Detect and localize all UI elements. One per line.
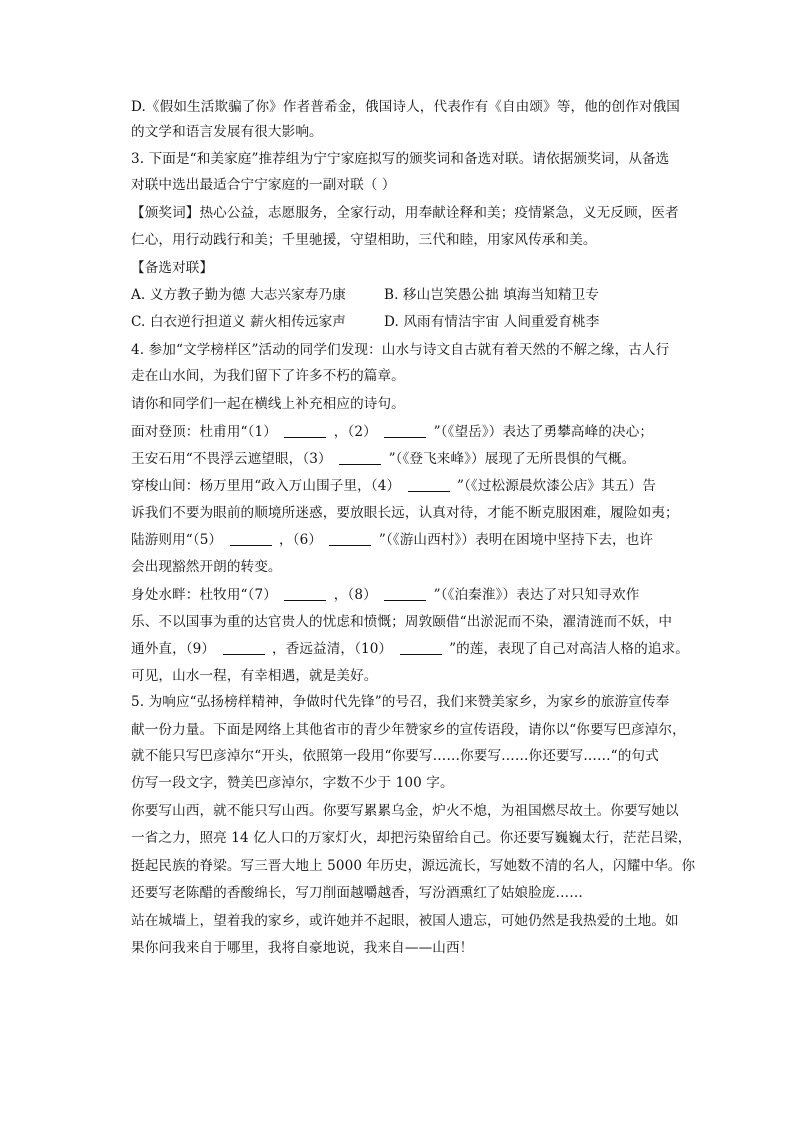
award-speech-cont: 仁心，用行动践行和美；千里驰援，守望相助，三代和睦，用家风传承和美。 [131, 232, 597, 248]
sample-paragraph: 还要写老陈醋的香酸绵长，写刀削面越嚼越香，写汾酒熏红了姑娘脸庞…… [131, 885, 583, 901]
fill-line-5: 身处水畔：杜牧用“（7） ，（8） ”（《泊秦淮》）表达了对只知寻欢作 [131, 587, 640, 603]
sample-paragraph: 果你问我来自于哪里，我将自豪地说，我来自——山西！ [131, 940, 474, 956]
question-4-stem-cont: 走在山水间，为我们留下了许多不朽的篇章。 [131, 368, 405, 384]
option-a: A. 义方教子勤为德 大志兴家寿乃康 [131, 287, 346, 303]
blank-5[interactable] [230, 531, 272, 546]
text-line: 乐、不以国事为重的达官贵人的忧虑和愤慨；周敦颐借“出淤泥而不染，濯清涟而不妖，中 [131, 614, 673, 630]
question-5-stem-cont: 就不能只写巴彦淖尔“开头，依照第一段用“你要写……你要写……你还要写……“的句式 [131, 748, 659, 764]
option-row-ab [131, 285, 600, 305]
question-3-stem-cont: 对联中选出最适合宁宁家庭的一副对联（ ） [131, 177, 396, 193]
question-5-stem: 5. 为响应“弘扬榜样精神，争做时代先锋”的号召，我们来赞美家乡，为家乡的旅游宣传奉 [131, 694, 670, 710]
text-line: 的文学和语言发展有很大影响。 [131, 124, 323, 140]
blank-3[interactable] [339, 450, 381, 465]
fill-line-1: 面对登顶：杜甫用“（1） ，（2） ”（《望岳》）表达了勇攀高峰的决心； [131, 424, 654, 440]
sample-paragraph: 站在城墙上，望着我的家乡，或许她并不起眼，被国人遗忘，可她仍然是我热爱的土地。如 [131, 913, 679, 929]
blank-2[interactable] [384, 423, 426, 438]
blank-8[interactable] [384, 586, 426, 601]
blank-7[interactable] [284, 586, 326, 601]
question-4-stem: 4. 参加“文学榜样区”活动的同学们发现：山水与诗文自古就有着天然的不解之缘，古人行 [131, 342, 670, 358]
fill-line-3: 穿梭山间：杨万里用“政入万山围子里，（4） ”（《过松源晨炊漆公店》其五）告 [131, 478, 656, 494]
text-line: D.《假如生活欺骗了你》作者普希金，俄国诗人，代表作有《自由颂》等，他的创作对俄国 [131, 99, 680, 115]
sample-paragraph: 一省之力，照亮 14 亿人口的万家灯火，却把污染留给自己。你还要写巍巍太行，茫茫吕梁， [131, 830, 692, 846]
award-speech: 【颁奖词】热心公益，志愿服务，全家行动，用奉献诠释和美；疫情紧急，义无反顾，医者 [131, 205, 679, 221]
question-5-stem-cont: 仿写一段文字，赞美巴彦淖尔，字数不少于 100 字。 [131, 775, 454, 791]
text-line: 可见，山水一程，有幸相遇，就是美好。 [131, 668, 378, 684]
question-5-stem-cont: 献一份力量。下面是网络上其他省市的青少年赞家乡的宣传语段，请你以“你要写巴彦淖尔， [131, 722, 686, 738]
fill-line-6: 通外直，（9） ，香远益清，（10） ”的莲，表现了自己对高洁人格的追求。 [131, 641, 689, 657]
blank-6[interactable] [329, 531, 371, 546]
couplet-heading: 【备选对联】 [131, 260, 214, 276]
fill-line-2: 王安石用“不畏浮云遮望眼，（3） ”（《登飞来峰》）展现了无所畏惧的气概。 [131, 451, 636, 467]
question-3-stem: 3. 下面是“和美家庭”推荐组为宁宁家庭拟写的颁奖词和备选对联。请依据颁奖词，从备选 [131, 151, 670, 167]
blank-4[interactable] [408, 477, 450, 492]
sample-paragraph: 你要写山西，就不能只写山西。你要写累累乌金，炉火不熄，为祖国燃尽故土。你要写她以 [131, 803, 679, 819]
fill-line-4: 陆游则用“（5） ，（6） ”（《游山西村》）表明在困境中坚持下去，也许 [131, 532, 654, 548]
option-c: C. 白衣逆行担道义 薪火相传远家声 [131, 314, 346, 330]
question-4-instruction: 请你和同学们一起在横线上补充相应的诗句。 [131, 396, 405, 412]
blank-1[interactable] [284, 423, 326, 438]
text-line: 诉我们不要为眼前的顺境所迷惑，要放眼长远，认真对待，才能不断克服困难，履险如夷； [131, 505, 679, 521]
blank-9[interactable] [223, 640, 265, 655]
blank-10[interactable] [400, 640, 442, 655]
sample-paragraph: 挺起民族的脊梁。写三晋大地上 5000 年历史，源远流长，写她数不清的名人，闪耀中华。你 [131, 858, 696, 874]
option-b: B. 移山岂笑愚公拙 填海当知精卫专 [384, 287, 600, 303]
option-row-cd [131, 312, 600, 332]
text-line: 会出现豁然开朗的转变。 [131, 559, 282, 575]
option-d: D. 风雨有情洁宇宙 人间重爱育桃李 [384, 314, 600, 330]
